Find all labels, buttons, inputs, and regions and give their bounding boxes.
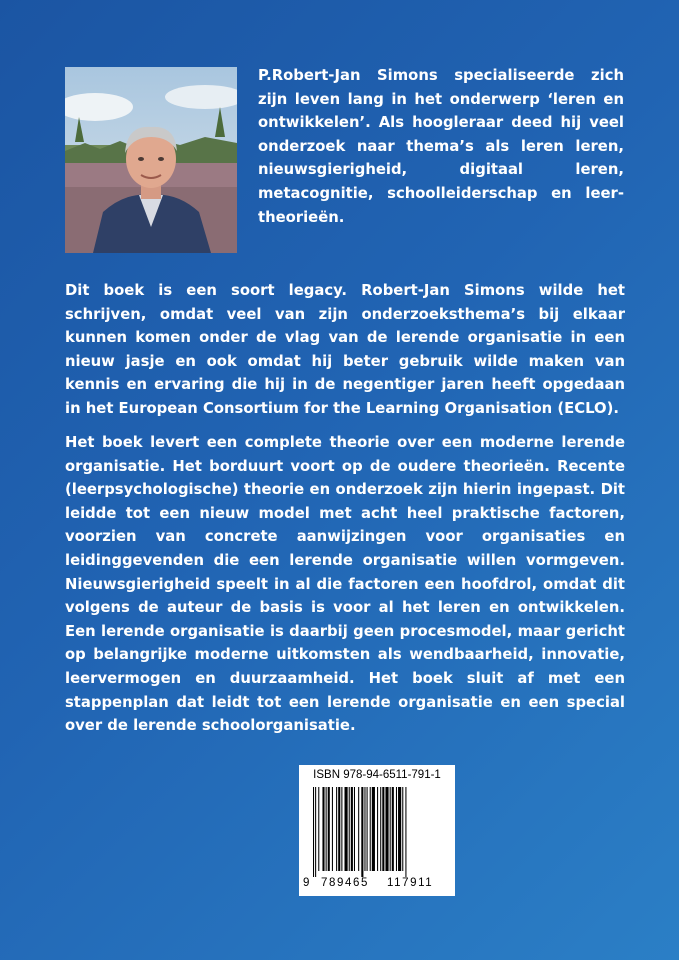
barcode-bar bbox=[405, 787, 406, 877]
barcode-bar bbox=[318, 787, 319, 871]
barcode-bar bbox=[341, 787, 342, 871]
barcode-bar bbox=[385, 787, 388, 871]
barcode-bar bbox=[370, 787, 371, 871]
barcode-bar bbox=[326, 787, 327, 871]
barcode-bar bbox=[345, 787, 348, 871]
barcode-digit-first: 9 bbox=[303, 877, 310, 889]
barcode-bar bbox=[372, 787, 375, 871]
description-paragraph-2: Het boek levert een complete theorie over een moderne lerende organisatie. Het borduurt voort op de oudere theorieën. Recente (leerpsychologische) theorie en onderzoek zijn hierin ingepast. Dit leidde tot een nieuw model met acht heel praktische factoren, voorzien van concrete aanwijzingen voor organisaties en leidinggevenden die een lerende organisatie willen vormgeven. Nieuwsgierigheid speelt in al die factoren een hoofdrol, omdat dit volgens de auteur de basis is voor al het leren en ontwikkelen. Een lerende organisatie is daarbij geen procesmodel, maar gericht op belangrijke moderne uitkomsten als wendbaarheid, innovatie, leervermogen en duurzaamheid. Het boek sluit af met een stappenplan dat leidt tot een lerende organisatie en een special over de lerende schoolorganisatie. bbox=[65, 434, 625, 735]
barcode-bar bbox=[315, 787, 316, 877]
barcode-bar bbox=[396, 787, 397, 871]
author-photo bbox=[65, 67, 237, 253]
barcode-bar bbox=[322, 787, 324, 871]
barcode-bar bbox=[364, 787, 365, 871]
author-bio: P.Robert-Jan Simons specialiseerde zich zijn leven lang in het onderwerp ‘leren en ontwikkelen’. Als hoogleraar deed hij veel onderzoek naar thema’s als leren leren, nieuwsgierigheid, digitaal leren, metacognitie, schoolleiderschap en leer-theorieën. bbox=[258, 67, 624, 226]
barcode-bar bbox=[392, 787, 394, 871]
description-paragraph-1: Dit boek is een soort legacy. Robert-Jan Simons wilde het schrijven, omdat veel van zijn onderzoeksthema’s bij elkaar kunnen komen onder de vlag van de lerende organisatie in een nieuw jasje en ook omdat hij beter gebruik wilde maken van kennis en ervaring die hij in de negentiger jaren heeft opgedaan in het European Consortium for the Learning Organisation (ECLO). bbox=[65, 282, 625, 417]
barcode-bar bbox=[354, 787, 355, 871]
barcode-bar bbox=[390, 787, 391, 871]
barcode-bar bbox=[402, 787, 403, 871]
barcode-bar bbox=[380, 787, 381, 871]
barcode-digits-right: 117911 bbox=[387, 877, 434, 889]
author-portrait-image bbox=[65, 67, 237, 253]
barcode-digits-left: 789465 bbox=[321, 877, 369, 889]
isbn-barcode bbox=[299, 765, 455, 896]
barcode-bar bbox=[377, 787, 378, 871]
barcode-bar bbox=[336, 787, 337, 871]
barcode-bar bbox=[351, 787, 353, 871]
barcode-bar bbox=[382, 787, 384, 871]
barcode-bar bbox=[328, 787, 330, 871]
isbn-label: ISBN 978-94-6511-791-1 bbox=[313, 769, 441, 781]
barcode-bar bbox=[358, 787, 359, 871]
barcode-bar bbox=[332, 787, 333, 871]
barcode-bar bbox=[338, 787, 340, 871]
barcode-bar bbox=[367, 787, 368, 871]
barcode-bar bbox=[349, 787, 350, 871]
barcode-bar bbox=[361, 787, 363, 877]
barcode-bar bbox=[313, 787, 314, 877]
barcode-bar bbox=[398, 787, 401, 871]
